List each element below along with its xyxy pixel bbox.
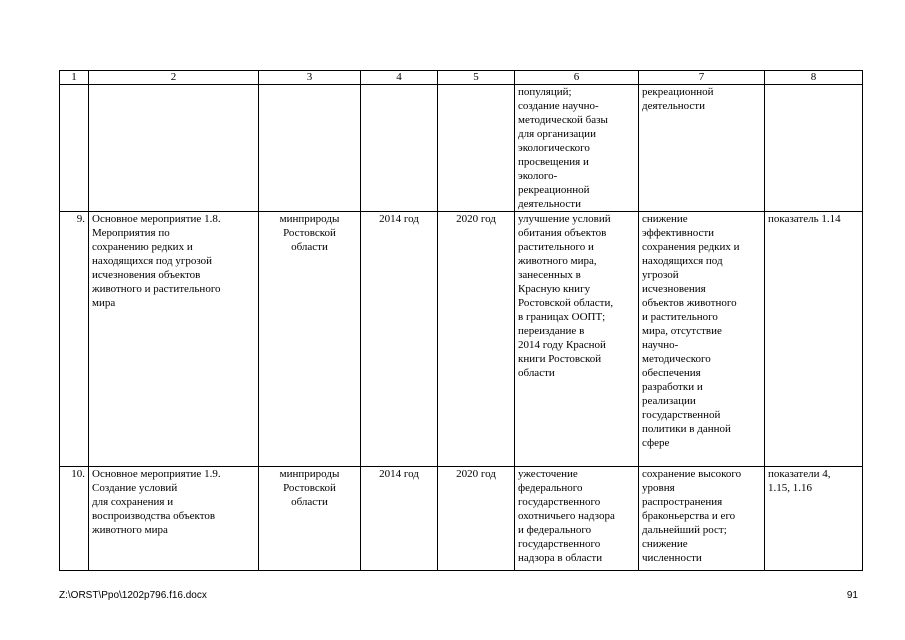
cell-line: рекреационной <box>642 86 714 98</box>
header-cell-8: 8 <box>765 71 863 85</box>
cell-line: для организации <box>518 128 596 140</box>
cell-line: государственной <box>642 409 721 421</box>
expected-result <box>515 467 639 571</box>
activity-title <box>89 467 259 571</box>
cell-line: государственного <box>518 538 601 550</box>
file-path: Z:\ORST\Ppo\1202p796.f16.docx <box>59 590 207 601</box>
cell-line: обитания объектов <box>518 227 607 239</box>
cell-line: для сохранения и <box>92 496 174 508</box>
start-year: 2014 год <box>361 467 438 571</box>
activity-title <box>89 212 259 467</box>
cell-line: Красную книгу <box>518 283 591 295</box>
header-cell-3: 3 <box>259 71 361 85</box>
cell-line: Основное мероприятие 1.8. <box>92 213 221 225</box>
cell-line: мира <box>92 297 116 309</box>
cell-line: браконьерства и его <box>642 510 736 522</box>
cell-line: сохранения редких и <box>642 241 740 253</box>
header-cell-6: 6 <box>515 71 639 85</box>
cell-line: Ростовской области, <box>518 297 614 309</box>
cell-line: методического <box>642 353 711 365</box>
cell-line: животного мира, <box>518 255 597 267</box>
cell-line: охотничьего надзора <box>518 510 615 522</box>
cell-line: популяций; <box>518 86 572 98</box>
header-cell-2: 2 <box>89 71 259 85</box>
continuation-row <box>60 85 863 212</box>
cell-line: животного и растительного <box>92 283 221 295</box>
cell-line: реализации <box>642 395 696 407</box>
cell-line: деятельности <box>642 100 705 112</box>
cell-line: ужесточение <box>518 468 578 480</box>
end-year: 2020 год <box>438 467 515 571</box>
cell-line: сохранению редких и <box>92 241 193 253</box>
program-table <box>59 70 863 571</box>
cell-line: эффективности <box>642 227 715 239</box>
cell-line: переиздание в <box>518 325 585 337</box>
cell-line: Ростовской <box>283 227 336 239</box>
cell-line: исчезновения <box>642 283 706 295</box>
cell-line: 2014 году Красной <box>518 339 606 351</box>
cell-line: численности <box>642 552 702 564</box>
cell-line: области <box>291 496 328 508</box>
cell-line: снижение <box>642 213 688 225</box>
cell-line: улучшение условий <box>518 213 611 225</box>
cell-line: книги Ростовской <box>518 353 602 365</box>
cell-line: занесенных в <box>518 269 581 281</box>
cell-line: Ростовской <box>283 482 336 494</box>
header-cell-1: 1 <box>60 71 89 85</box>
header-cell-4: 4 <box>361 71 438 85</box>
cell-line: показатели 4, <box>768 468 831 480</box>
cont-cell-1 <box>60 85 89 212</box>
cell-line: уровня <box>642 482 675 494</box>
table-row <box>60 212 863 467</box>
cell-line: и растительного <box>642 311 718 323</box>
cell-line: экологического <box>518 142 590 154</box>
cell-line: обеспечения <box>642 367 701 379</box>
table-row <box>60 467 863 571</box>
header-cell-7: 7 <box>639 71 765 85</box>
cell-line: федерального <box>518 482 583 494</box>
cell-line: рекреационной <box>518 184 590 196</box>
cell-line: угрозой <box>642 269 679 281</box>
cell-line: находящихся под <box>642 255 723 267</box>
cell-line: объектов животного <box>642 297 737 309</box>
row-number: 9. <box>60 212 89 467</box>
cell-line: сфере <box>642 437 670 449</box>
cont-cell-8 <box>765 85 863 212</box>
indicator-cell <box>765 467 863 571</box>
consequences-cell <box>639 467 765 571</box>
cell-line: Создание условий <box>92 482 178 494</box>
cell-line: исчезновения объектов <box>92 269 201 281</box>
cont-cell-2 <box>89 85 259 212</box>
start-year: 2014 год <box>361 212 438 467</box>
cell-line: минприроды <box>279 468 340 480</box>
cont-cell-4 <box>361 85 438 212</box>
page-number: 91 <box>846 590 858 601</box>
cell-line: мира, отсутствие <box>642 325 722 337</box>
cell-line: распространения <box>642 496 723 508</box>
cell-line: дальнейший рост; <box>642 524 727 536</box>
executor-cell <box>259 212 361 467</box>
cell-line: показатель 1.14 <box>768 213 841 225</box>
cell-line: надзора в области <box>518 552 603 564</box>
cell-line: находящихся под угрозой <box>92 255 213 267</box>
indicator-cell <box>765 212 863 467</box>
cell-line: политики в данной <box>642 423 731 435</box>
cell-line: области <box>291 241 328 253</box>
consequences-cell <box>639 212 765 467</box>
cont-result-cell <box>515 85 639 212</box>
cell-line: области <box>518 367 555 379</box>
cell-line: и федерального <box>518 524 592 536</box>
cell-line: государственного <box>518 496 601 508</box>
cell-line: животного мира <box>92 524 168 536</box>
cell-line: минприроды <box>279 213 340 225</box>
cell-line: просвещения и <box>518 156 589 168</box>
header-cell-5: 5 <box>438 71 515 85</box>
cell-line: Основное мероприятие 1.9. <box>92 468 221 480</box>
cell-line: в границах ООПТ; <box>518 311 606 323</box>
cell-line: создание научно- <box>518 100 599 112</box>
cell-line: методической базы <box>518 114 608 126</box>
cell-line: деятельности <box>518 198 581 210</box>
row-number: 10. <box>60 467 89 571</box>
cell-line: растительного и <box>518 241 594 253</box>
cell-line: научно- <box>642 339 679 351</box>
expected-result <box>515 212 639 467</box>
cell-line: эколого- <box>518 170 558 182</box>
cell-line: 1.15, 1.16 <box>768 482 812 494</box>
header-row <box>60 71 863 85</box>
executor-cell <box>259 467 361 571</box>
end-year: 2020 год <box>438 212 515 467</box>
cell-line: воспроизводства объектов <box>92 510 216 522</box>
cell-line: сохранение высокого <box>642 468 742 480</box>
cont-consequences-cell <box>639 85 765 212</box>
cell-line: разработки и <box>642 381 703 393</box>
cell-line: Мероприятия по <box>92 227 170 239</box>
cont-cell-5 <box>438 85 515 212</box>
cell-line: снижение <box>642 538 688 550</box>
cont-cell-3 <box>259 85 361 212</box>
